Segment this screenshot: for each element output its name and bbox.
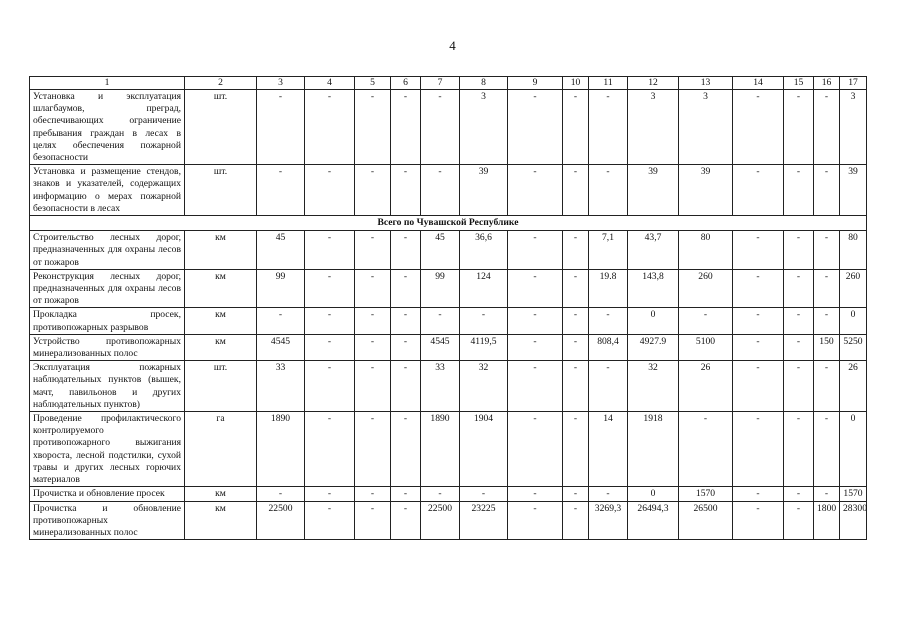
value-cell: 23225	[460, 501, 508, 540]
value-cell: -	[784, 165, 814, 216]
value-cell: -	[355, 361, 391, 412]
value-cell: -	[589, 487, 628, 501]
measure-unit: шт.	[185, 90, 257, 165]
value-cell: -	[589, 361, 628, 412]
value-cell: -	[784, 308, 814, 334]
value-cell: -	[305, 501, 355, 540]
value-cell: -	[814, 361, 840, 412]
value-cell: 80	[679, 231, 733, 270]
value-cell: -	[784, 487, 814, 501]
value-cell: -	[421, 90, 460, 165]
value-cell: -	[355, 412, 391, 487]
measure-name: Устройство противопожарных минерализованных полос	[30, 334, 185, 360]
value-cell: 3269,3	[589, 501, 628, 540]
value-cell: -	[563, 308, 589, 334]
value-cell: 3	[840, 90, 867, 165]
value-cell: -	[355, 334, 391, 360]
value-cell: -	[305, 90, 355, 165]
value-cell: 39	[679, 165, 733, 216]
value-cell: 1890	[257, 412, 305, 487]
table-row	[30, 165, 867, 216]
column-number-16: 16	[814, 77, 840, 90]
value-cell: -	[508, 501, 563, 540]
value-cell: 5100	[679, 334, 733, 360]
value-cell: -	[355, 90, 391, 165]
value-cell: 33	[257, 361, 305, 412]
value-cell: -	[784, 501, 814, 540]
value-cell: 0	[840, 412, 867, 487]
value-cell: -	[391, 412, 421, 487]
value-cell: 43,7	[628, 231, 679, 270]
value-cell: 39	[628, 165, 679, 216]
value-cell: -	[355, 269, 391, 308]
measure-name: Строительство лесных дорог, предназначенных для охраны лесов от пожаров	[30, 231, 185, 270]
column-number-10: 10	[563, 77, 589, 90]
value-cell: 22500	[257, 501, 305, 540]
table-row	[30, 269, 867, 308]
value-cell: -	[563, 334, 589, 360]
value-cell: -	[814, 308, 840, 334]
value-cell: 14	[589, 412, 628, 487]
measure-unit: га	[185, 412, 257, 487]
value-cell: -	[391, 487, 421, 501]
value-cell: -	[305, 361, 355, 412]
value-cell: -	[784, 334, 814, 360]
value-cell: -	[391, 501, 421, 540]
column-number-5: 5	[355, 77, 391, 90]
value-cell: -	[733, 334, 784, 360]
value-cell: 3	[628, 90, 679, 165]
value-cell: 3	[460, 90, 508, 165]
table-row	[30, 501, 867, 540]
section-title: Всего по Чувашской Республике	[30, 216, 867, 231]
value-cell: -	[460, 487, 508, 501]
measure-unit: км	[185, 501, 257, 540]
value-cell: -	[563, 487, 589, 501]
measure-unit: км	[185, 231, 257, 270]
value-cell: -	[508, 269, 563, 308]
value-cell: -	[391, 231, 421, 270]
value-cell: -	[508, 90, 563, 165]
value-cell: -	[563, 165, 589, 216]
page-number: 4	[449, 38, 456, 53]
value-cell: 36,6	[460, 231, 508, 270]
value-cell: -	[508, 165, 563, 216]
value-cell: 39	[840, 165, 867, 216]
value-cell: 1570	[679, 487, 733, 501]
column-number-11: 11	[589, 77, 628, 90]
value-cell: -	[733, 308, 784, 334]
measure-name: Прочистка и обновление противопожарных минерализованных полос	[30, 501, 185, 540]
value-cell: -	[784, 231, 814, 270]
table-row	[30, 334, 867, 360]
value-cell: 26	[840, 361, 867, 412]
value-cell: -	[563, 361, 589, 412]
column-number-3: 3	[257, 77, 305, 90]
table-row	[30, 308, 867, 334]
table-row	[30, 231, 867, 270]
column-number-6: 6	[391, 77, 421, 90]
value-cell: 7,1	[589, 231, 628, 270]
value-cell: -	[421, 165, 460, 216]
measure-name: Прокладка просек, противопожарных разрывов	[30, 308, 185, 334]
value-cell: -	[589, 90, 628, 165]
value-cell: -	[563, 269, 589, 308]
table-row	[30, 412, 867, 487]
value-cell: -	[733, 361, 784, 412]
value-cell: 5250	[840, 334, 867, 360]
value-cell: -	[257, 165, 305, 216]
value-cell: 33	[421, 361, 460, 412]
value-cell: 32	[628, 361, 679, 412]
fire-safety-measures-table	[29, 76, 867, 540]
value-cell: 143,8	[628, 269, 679, 308]
measure-name: Установка и эксплуатация шлагбаумов, преград, обеспечивающих ограничение пребывания граждан в лесах в целях обеспечения пожарной безопасности	[30, 90, 185, 165]
value-cell: -	[733, 412, 784, 487]
value-cell: -	[814, 90, 840, 165]
column-number-15: 15	[784, 77, 814, 90]
value-cell: -	[355, 487, 391, 501]
value-cell: -	[391, 165, 421, 216]
value-cell: -	[391, 269, 421, 308]
column-number-4: 4	[305, 77, 355, 90]
measure-unit: км	[185, 334, 257, 360]
value-cell: -	[784, 90, 814, 165]
value-cell: -	[814, 231, 840, 270]
value-cell: -	[355, 501, 391, 540]
measure-name: Прочистка и обновление просек	[30, 487, 185, 501]
value-cell: -	[355, 231, 391, 270]
value-cell: -	[508, 487, 563, 501]
column-number-13: 13	[679, 77, 733, 90]
value-cell: -	[508, 361, 563, 412]
value-cell: -	[814, 412, 840, 487]
measure-name: Установка и размещение стендов, знаков и указателей, содержащих информацию о мерах пожарной безопасности в лесах	[30, 165, 185, 216]
value-cell: -	[257, 308, 305, 334]
value-cell: -	[355, 165, 391, 216]
value-cell: 150	[814, 334, 840, 360]
value-cell: -	[508, 334, 563, 360]
header-row	[30, 77, 867, 90]
value-cell: -	[355, 308, 391, 334]
measure-unit: км	[185, 269, 257, 308]
value-cell: -	[733, 501, 784, 540]
value-cell: 1570	[840, 487, 867, 501]
value-cell: -	[589, 308, 628, 334]
table-row	[30, 361, 867, 412]
value-cell: -	[305, 487, 355, 501]
value-cell: 260	[679, 269, 733, 308]
value-cell: 19.8	[589, 269, 628, 308]
value-cell: -	[305, 334, 355, 360]
value-cell: -	[421, 308, 460, 334]
column-number-2: 2	[185, 77, 257, 90]
value-cell: -	[391, 334, 421, 360]
value-cell: -	[679, 308, 733, 334]
value-cell: 808,4	[589, 334, 628, 360]
column-number-7: 7	[421, 77, 460, 90]
table-row	[30, 487, 867, 501]
value-cell: -	[305, 165, 355, 216]
value-cell: 4545	[257, 334, 305, 360]
column-number-1: 1	[30, 77, 185, 90]
measure-name: Проведение профилактического контролируемого противопожарного выжигания хвороста, лесной подстилки, сухой травы и других лесных горючих материалов	[30, 412, 185, 487]
value-cell: 1800	[814, 501, 840, 540]
value-cell: 1918	[628, 412, 679, 487]
value-cell: -	[391, 90, 421, 165]
measure-unit: км	[185, 308, 257, 334]
value-cell: -	[305, 231, 355, 270]
value-cell: 0	[840, 308, 867, 334]
table-row	[30, 90, 867, 165]
value-cell: -	[305, 412, 355, 487]
value-cell: -	[421, 487, 460, 501]
value-cell: 99	[421, 269, 460, 308]
value-cell: -	[563, 231, 589, 270]
value-cell: -	[589, 165, 628, 216]
value-cell: 260	[840, 269, 867, 308]
value-cell: -	[508, 308, 563, 334]
value-cell: -	[733, 269, 784, 308]
value-cell: -	[733, 231, 784, 270]
section-row	[30, 216, 867, 231]
value-cell: -	[508, 231, 563, 270]
value-cell: -	[257, 487, 305, 501]
value-cell: -	[391, 361, 421, 412]
value-cell: -	[784, 269, 814, 308]
value-cell: 4927.9	[628, 334, 679, 360]
value-cell: -	[257, 90, 305, 165]
value-cell: -	[784, 361, 814, 412]
value-cell: -	[563, 412, 589, 487]
value-cell: 26500	[679, 501, 733, 540]
measure-name: Реконструкция лесных дорог, предназначенных для охраны лесов от пожаров	[30, 269, 185, 308]
value-cell: -	[814, 487, 840, 501]
value-cell: 80	[840, 231, 867, 270]
column-number-8: 8	[460, 77, 508, 90]
value-cell: -	[563, 501, 589, 540]
value-cell: -	[508, 412, 563, 487]
value-cell: 45	[421, 231, 460, 270]
value-cell: -	[305, 308, 355, 334]
value-cell: 39	[460, 165, 508, 216]
value-cell: 124	[460, 269, 508, 308]
value-cell: 99	[257, 269, 305, 308]
value-cell: 0	[628, 487, 679, 501]
value-cell: -	[733, 90, 784, 165]
value-cell: 4119,5	[460, 334, 508, 360]
measure-name: Эксплуатация пожарных наблюдательных пунктов (вышек, мачт, павильонов и других наблюдательных пунктов)	[30, 361, 185, 412]
measure-unit: шт.	[185, 165, 257, 216]
column-number-12: 12	[628, 77, 679, 90]
column-number-14: 14	[733, 77, 784, 90]
value-cell: -	[733, 487, 784, 501]
measure-unit: км	[185, 487, 257, 501]
value-cell: 26	[679, 361, 733, 412]
value-cell: -	[679, 412, 733, 487]
value-cell: 22500	[421, 501, 460, 540]
measure-unit: шт.	[185, 361, 257, 412]
value-cell: 1904	[460, 412, 508, 487]
value-cell: -	[305, 269, 355, 308]
value-cell: 0	[628, 308, 679, 334]
value-cell: 32	[460, 361, 508, 412]
value-cell: 1890	[421, 412, 460, 487]
value-cell: -	[784, 412, 814, 487]
column-number-9: 9	[508, 77, 563, 90]
column-number-17: 17	[840, 77, 867, 90]
value-cell: 3	[679, 90, 733, 165]
value-cell: -	[814, 269, 840, 308]
value-cell: -	[814, 165, 840, 216]
value-cell: 26494,3	[628, 501, 679, 540]
value-cell: -	[460, 308, 508, 334]
value-cell: -	[391, 308, 421, 334]
value-cell: -	[733, 165, 784, 216]
value-cell: -	[563, 90, 589, 165]
value-cell: 4545	[421, 334, 460, 360]
value-cell: 45	[257, 231, 305, 270]
value-cell: 28300	[840, 501, 867, 540]
